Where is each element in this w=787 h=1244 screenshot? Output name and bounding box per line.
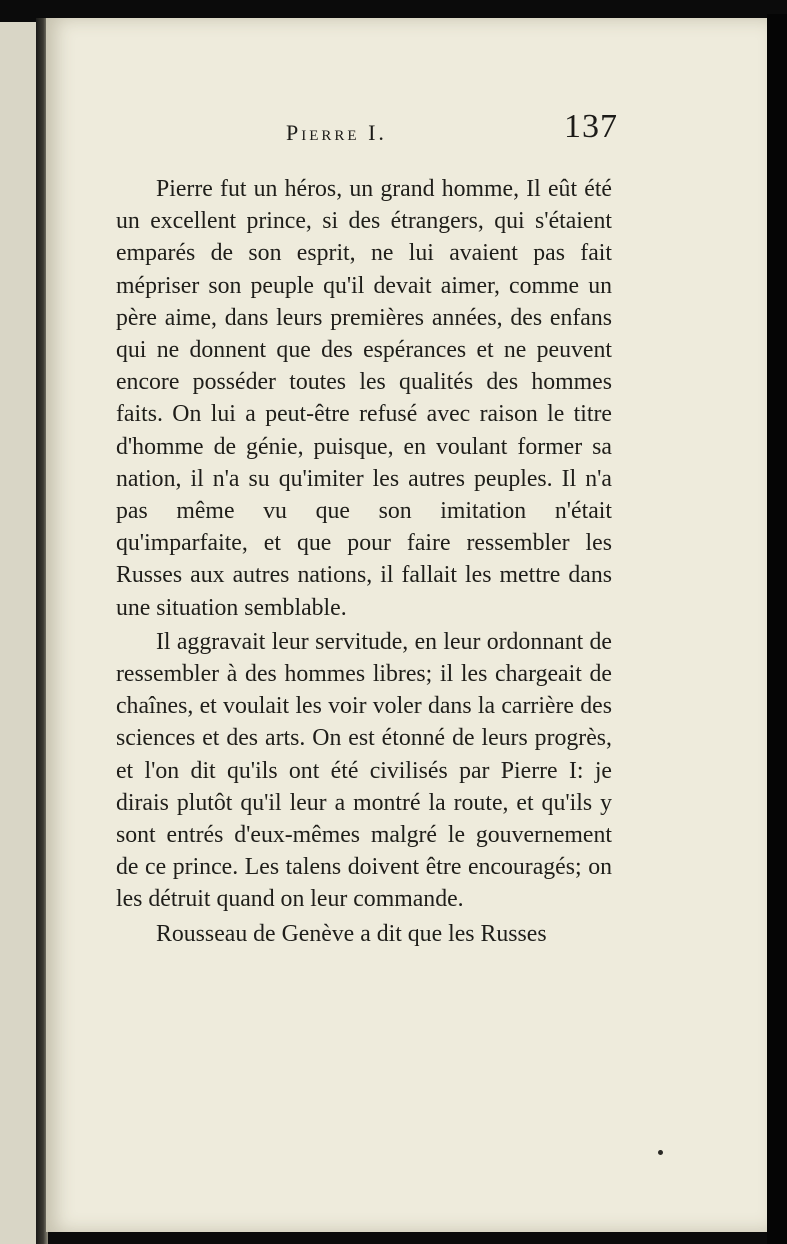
paper-speck <box>658 1150 663 1155</box>
book-page <box>46 18 767 1232</box>
paragraph: Pierre fut un héros, un grand homme, Il eût été un excellent prince, si des étrangers, qui s'étaient emparés de son esprit, ne lui avaient pas fait mépriser son peuple qu'il devait aimer, comme un père aime, dans leurs premières années, des enfans qui ne donnent que des espérances et ne peuvent encore posséder toutes les qualités des hommes faits. On lui a peut-être refusé avec raison le titre d'homme de génie, puisque, en voulant former sa nation, il n'a su qu'imiter les autres peuples. Il n'a pas même vu que son imitation n'était qu'imparfaite, et que pour faire ressembler les Russes aux autres nations, il fallait les mettre dans une situation semblable. <box>116 176 612 621</box>
page-header <box>46 108 767 148</box>
page-number: 137 <box>564 108 618 145</box>
paragraph: Rousseau de Genève a dit que les Russes <box>156 920 547 947</box>
left-page-edge <box>0 22 38 1244</box>
paragraph: Il aggravait leur servitude, en leur ordonnant de ressembler à des hommes libres; il les chargeait de chaînes, et voulait les voir voler dans la carrière des sciences et des arts. On est étonné de leurs progrès, et l'on dit qu'ils ont été civilisés par Pierre I: je dirais plutôt qu'il leur a montré la route, et qu'ils y sont entrés d'eux-mêmes malgré le gouvernement de ce prince. Les talens doivent être encouragés; on les détruit quand on leur commande. <box>116 628 612 913</box>
scan-border <box>767 14 787 1244</box>
running-head: Pierre I. <box>286 120 387 145</box>
page-body <box>116 173 612 950</box>
